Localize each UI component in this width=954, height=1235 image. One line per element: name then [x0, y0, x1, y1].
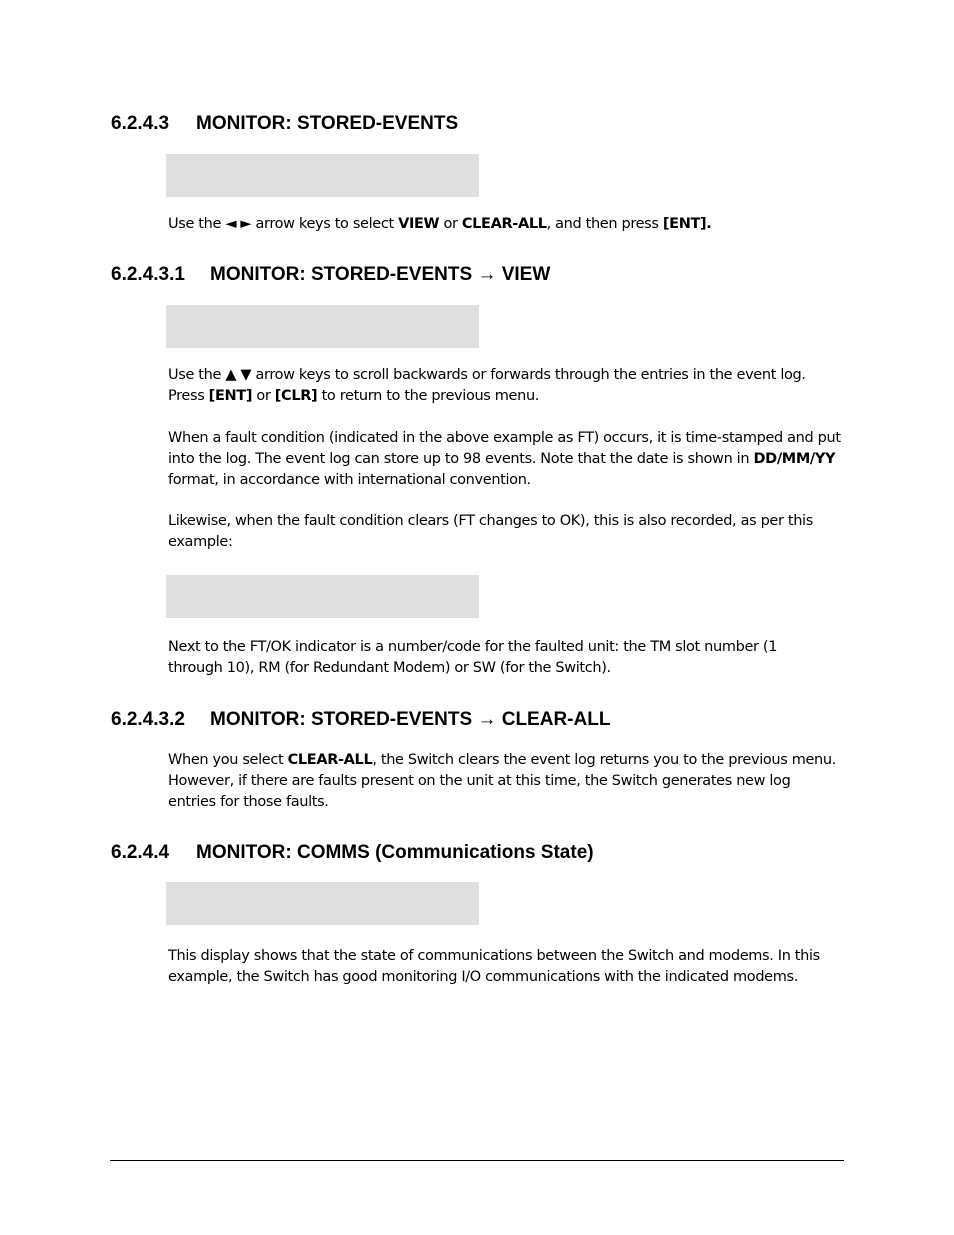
section-number: 6.2.4.4 — [111, 842, 170, 863]
lcd-display-placeholder — [166, 882, 479, 925]
section-title: MONITOR: STORED-EVENTS — [210, 709, 473, 730]
right-arrow-icon: → — [477, 264, 497, 285]
right-arrow-icon: → — [477, 709, 497, 730]
lcd-display-placeholder — [166, 154, 479, 197]
section-title: MONITOR: STORED-EVENTS — [210, 264, 473, 285]
section-title: MONITOR: STORED-EVENTS — [196, 113, 459, 134]
lcd-display-placeholder — [166, 305, 479, 348]
heading-6-2-4-4 — [111, 841, 594, 865]
section-title: MONITOR: COMMS (Communications State) — [196, 842, 594, 863]
section-number: 6.2.4.3 — [111, 113, 170, 134]
paragraph: Next to the FT/OK indicator is a number/code for the faulted unit: the TM slot number (1 through 10), RM (for Redundant Modem) or SW (for the Switch). — [168, 639, 778, 676]
paragraph: When a fault condition (indicated in the above example as FT) occurs, it is time-stamped and put into the log. The event log can store up to 98 events. Note that the date is shown in DD/MM/YY format, in accordance with international convention. — [168, 430, 841, 488]
heading-6-2-4-3-1: 6.2.4.3.1 MONITOR: STORED-EVENTS → VIEW — [111, 264, 551, 285]
paragraph: When you select CLEAR-ALL, the Switch clears the event log returns you to the previous menu. However, if there are faults present on the unit at this time, the Switch generates new log entries for those faults. — [168, 752, 836, 810]
lcd-display-placeholder — [166, 575, 479, 618]
paragraph: This display shows that the state of communications between the Switch and modems. In this example, the Switch has good monitoring I/O communications with the indicated modems. — [168, 948, 820, 985]
heading-6-2-4-3 — [111, 112, 458, 136]
up-down-arrows-icon: ▲ ▼ — [225, 367, 252, 383]
footer-rule — [110, 1160, 844, 1161]
paragraph: Use the ◄ ► arrow keys to select VIEW or CLEAR-ALL, and then press [ENT]. — [168, 216, 712, 232]
heading-6-2-4-3-2: 6.2.4.3.2 MONITOR: STORED-EVENTS → CLEAR-ALL — [111, 709, 611, 730]
paragraph: Use the ▲ ▼ arrow keys to scroll backwards or forwards through the entries in the event log. Press [ENT] or [CLR] to return to the previous menu. — [168, 367, 806, 404]
section-number: 6.2.4.3.1 — [111, 264, 185, 285]
paragraph: Likewise, when the fault condition clears (FT changes to OK), this is also recorded, as per this example: — [168, 513, 813, 550]
left-right-arrows-icon: ◄ ► — [225, 216, 252, 232]
section-number: 6.2.4.3.2 — [111, 709, 185, 730]
